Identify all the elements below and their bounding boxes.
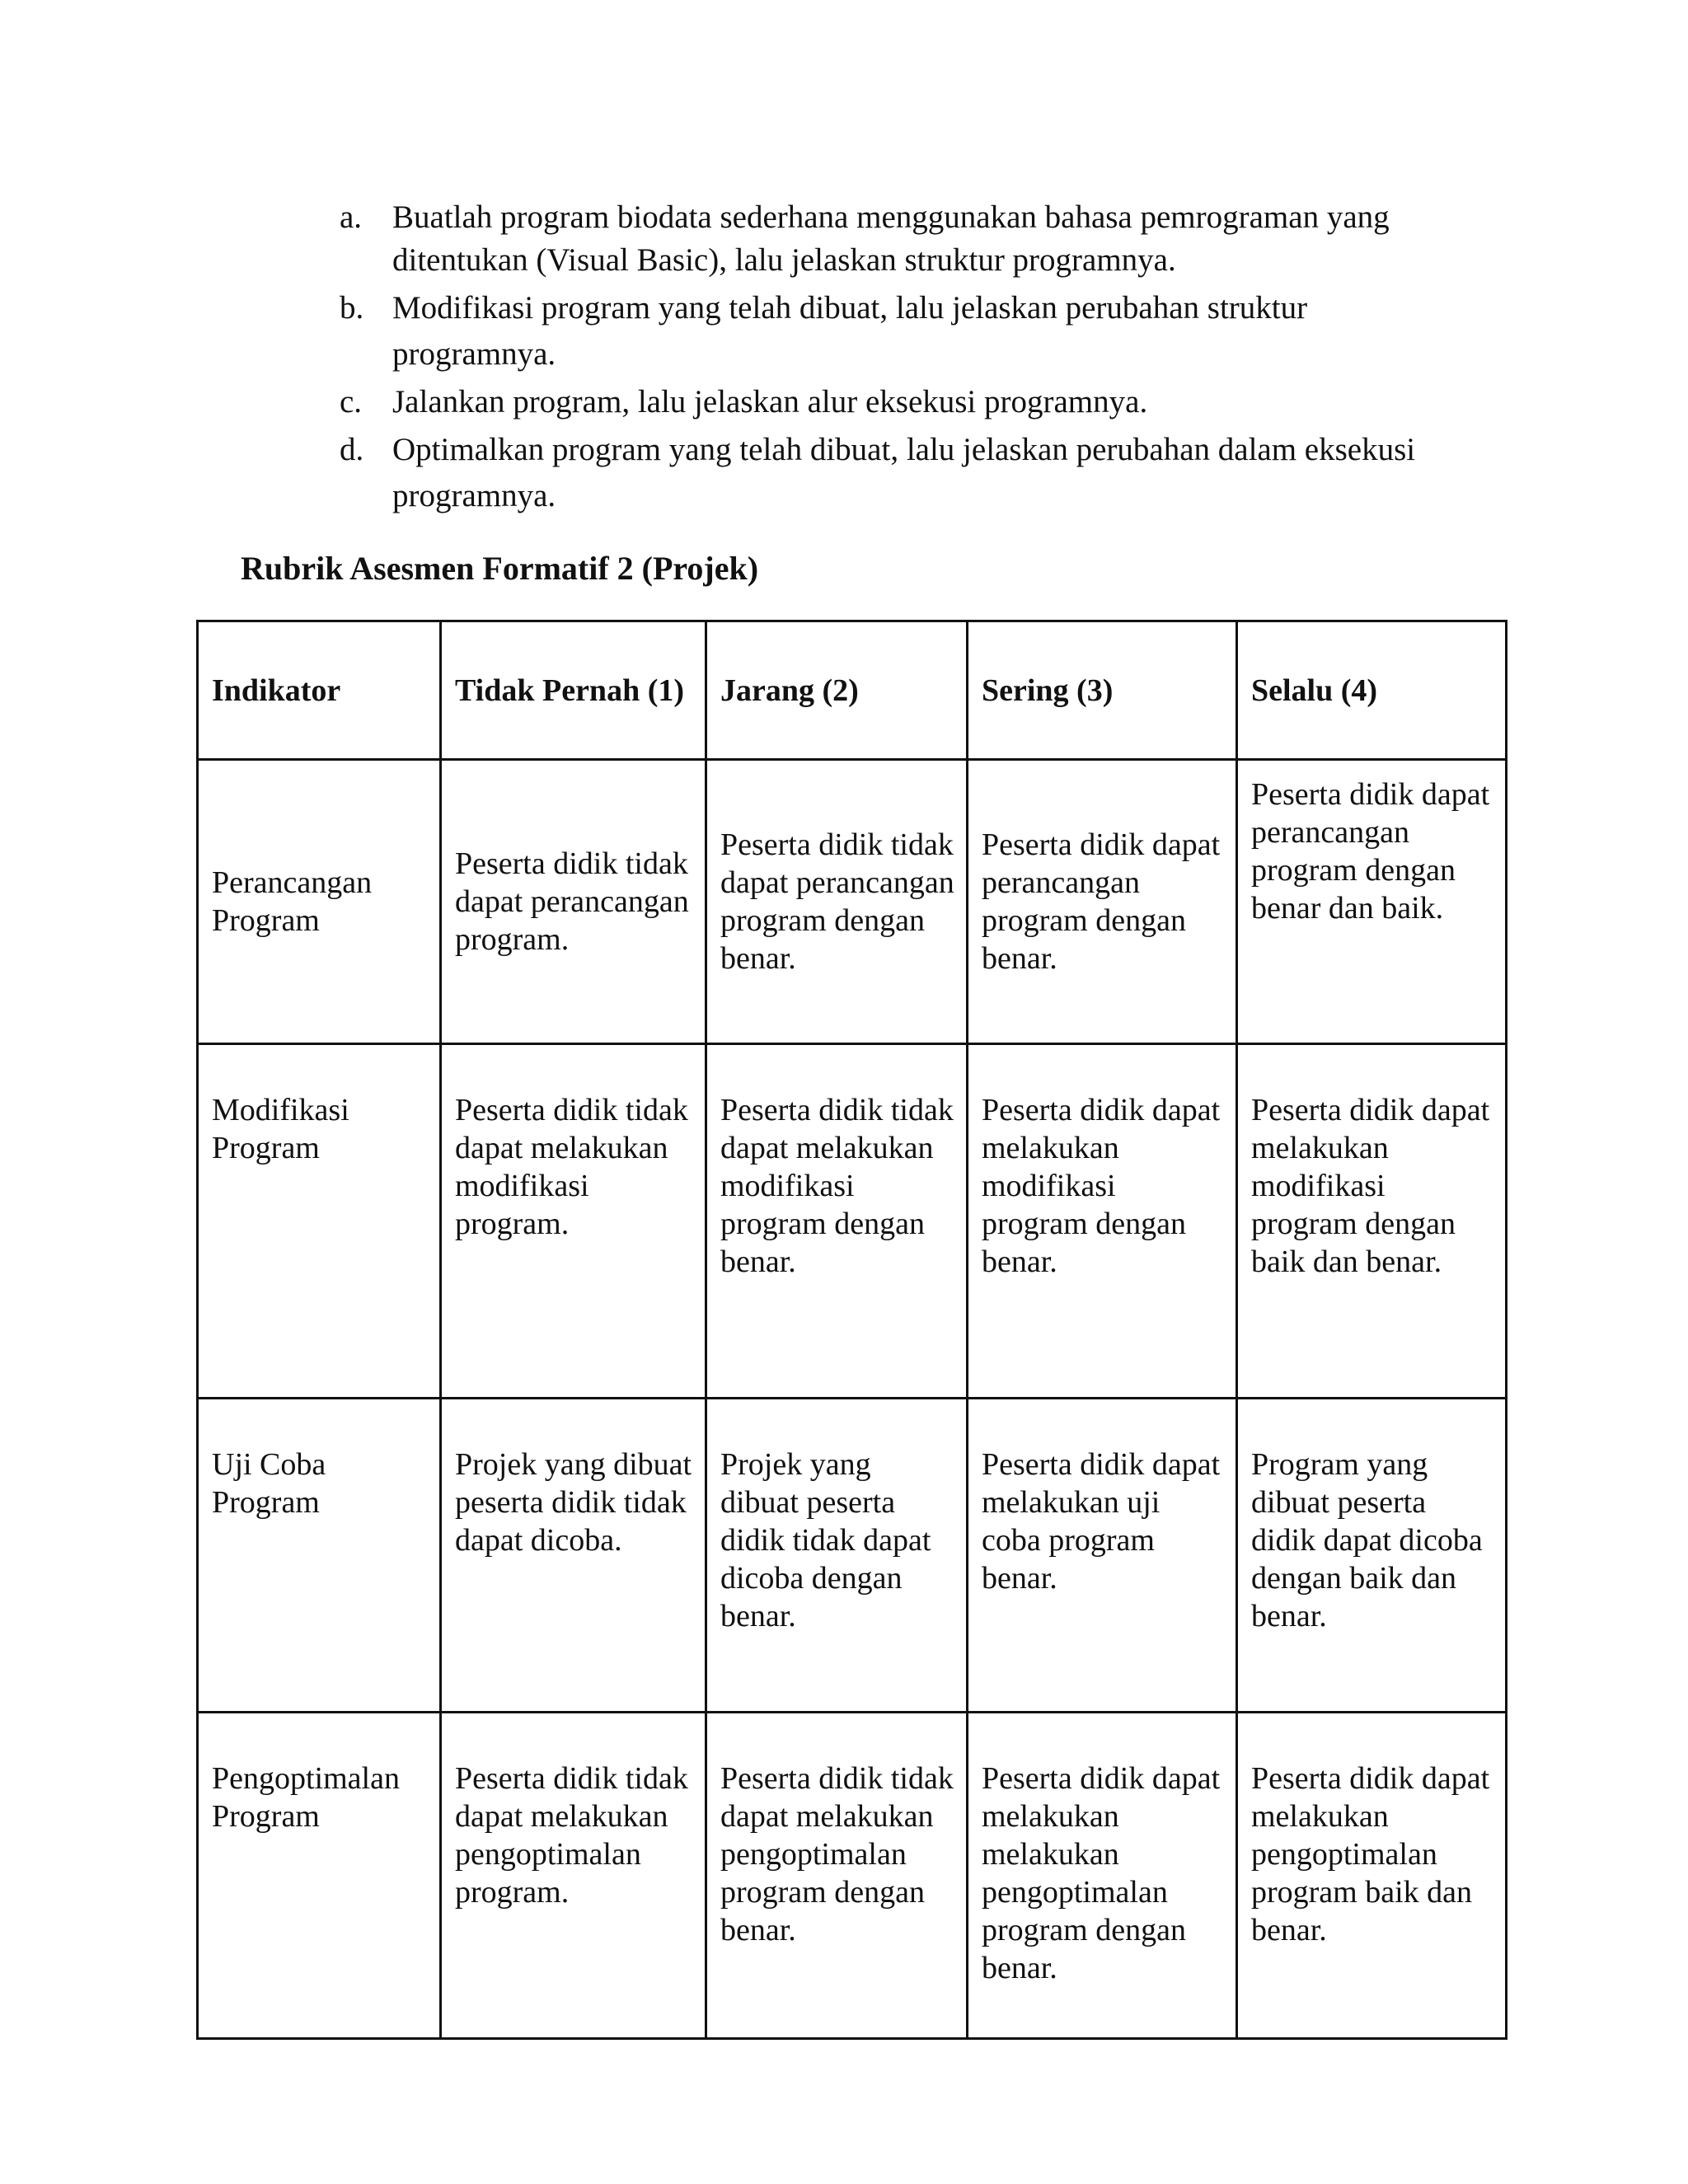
task-text: Modifikasi program yang telah dibuat, lalu jelaskan perubahan struktur programnya. — [392, 290, 1308, 372]
section-title: Rubrik Asesmen Formatif 2 (Projek) — [241, 550, 759, 587]
table-cell: Peserta didik dapat perancangan program dengan benar. — [968, 760, 1237, 1044]
table-cell: Peserta didik dapat melakukan modifikasi program dengan benar. — [968, 1044, 1237, 1399]
task-item-a — [340, 196, 1477, 282]
table-cell: Peserta didik tidak dapat perancangan program. — [441, 760, 706, 1044]
indicator-cell: Pengoptimalan Program — [198, 1713, 441, 2039]
task-text: Buatlah program biodata sederhana menggunakan bahasa pemrograman yang ditentukan (Visual Basic), lalu jelaskan struktur programnya. — [392, 199, 1390, 278]
table-cell: Peserta didik dapat perancangan program dengan benar dan baik. — [1237, 760, 1507, 1044]
table-cell: Projek yang dibuat peserta didik tidak dapat dicoba. — [441, 1399, 706, 1713]
task-list — [340, 196, 1477, 523]
rubric-table — [196, 620, 1507, 2040]
table-row — [198, 1399, 1507, 1713]
task-marker: a. — [340, 199, 363, 235]
table-cell: Program yang dibuat peserta didik dapat dicoba dengan baik dan benar. — [1237, 1399, 1507, 1713]
indicator-cell: Perancangan Program — [198, 760, 441, 1044]
table-cell: Peserta didik tidak dapat melakukan pengoptimalan program dengan benar. — [706, 1713, 968, 2039]
header-sering: Sering (3) — [968, 621, 1237, 760]
task-item-c — [340, 381, 1477, 424]
table-cell: Peserta didik tidak dapat melakukan modifikasi program dengan benar. — [706, 1044, 968, 1399]
table-row — [198, 1713, 1507, 2039]
task-text: Jalankan program, lalu jelaskan alur eksekusi programnya. — [392, 384, 1148, 419]
task-marker: d. — [340, 432, 364, 467]
header-selalu: Selalu (4) — [1237, 621, 1507, 760]
header-indikator: Indikator — [198, 621, 441, 760]
task-item-d — [340, 427, 1477, 519]
table-cell: Peserta didik dapat melakukan uji coba program benar. — [968, 1399, 1237, 1713]
header-tidak-pernah: Tidak Pernah (1) — [441, 621, 706, 760]
table-cell: Peserta didik dapat melakukan modifikasi program dengan baik dan benar. — [1237, 1044, 1507, 1399]
table-cell: Peserta didik dapat melakukan pengoptimalan program baik dan benar. — [1237, 1713, 1507, 2039]
indicator-cell: Modifikasi Program — [198, 1044, 441, 1399]
table-row — [198, 760, 1507, 1044]
task-marker: b. — [340, 290, 364, 326]
table-cell: Projek yang dibuat peserta didik tidak dapat dicoba dengan benar. — [706, 1399, 968, 1713]
table-row — [198, 1044, 1507, 1399]
task-item-b — [340, 285, 1477, 377]
table-header-row — [198, 621, 1507, 760]
indicator-cell: Uji Coba Program — [198, 1399, 441, 1713]
table-cell: Peserta didik tidak dapat melakukan modifikasi program. — [441, 1044, 706, 1399]
table-cell: Peserta didik dapat melakukan melakukan pengoptimalan program dengan benar. — [968, 1713, 1237, 2039]
task-marker: c. — [340, 384, 363, 419]
task-text: Optimalkan program yang telah dibuat, lalu jelaskan perubahan dalam eksekusi programnya. — [392, 432, 1416, 513]
header-jarang: Jarang (2) — [706, 621, 968, 760]
table-cell: Peserta didik tidak dapat melakukan pengoptimalan program. — [441, 1713, 706, 2039]
table-cell: Peserta didik tidak dapat perancangan program dengan benar. — [706, 760, 968, 1044]
